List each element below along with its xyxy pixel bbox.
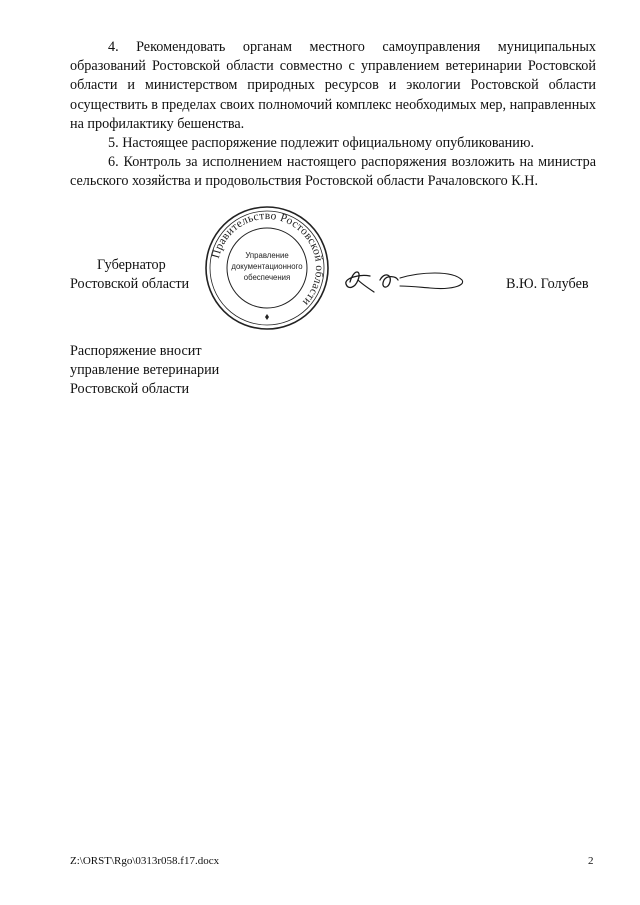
stamp-center-line1: Управление (245, 251, 289, 260)
originator-line3: Ростовской области (70, 381, 190, 397)
footer-file-path: Z:\ORST\Rgo\0313r058.f17.docx (70, 855, 220, 867)
handwritten-signature (340, 262, 468, 298)
paragraph-4: 4. Рекомендовать органам местного самоуправления муниципальных образований Ростовской области совместно с управлением ветеринарии Ростовской области и министерством природных ресурсов и экологии Ростовской области осуществить в пределах своих полномочий комплекс необходимых мер, направленных на профилактику бешенства. (70, 39, 596, 132)
signatory-title-line2: Ростовской области (70, 276, 190, 292)
paragraph-5: 5. Настоящее распоряжение подлежит официальному опубликованию. (108, 135, 535, 151)
stamp-star-icon (265, 314, 269, 320)
originator-line2: управление ветеринарии (70, 362, 220, 378)
stamp-center-line2: документационного (231, 262, 303, 271)
originator-line1: Распоряжение вносит (70, 343, 202, 359)
stamp-center-line3: обеспечения (243, 273, 291, 282)
signatory-name: В.Ю. Голубев (506, 276, 589, 292)
page-number: 2 (588, 855, 594, 867)
signatory-title-line1: Губернатор (97, 257, 166, 273)
paragraph-6: 6. Контроль за исполнением настоящего распоряжения возложить на министра сельского хозяйства и продовольствия Ростовской области Рачаловского К.Н. (70, 154, 596, 190)
stamp-ring-text: Правительство Ростовской области (210, 209, 326, 309)
official-stamp (204, 205, 330, 331)
